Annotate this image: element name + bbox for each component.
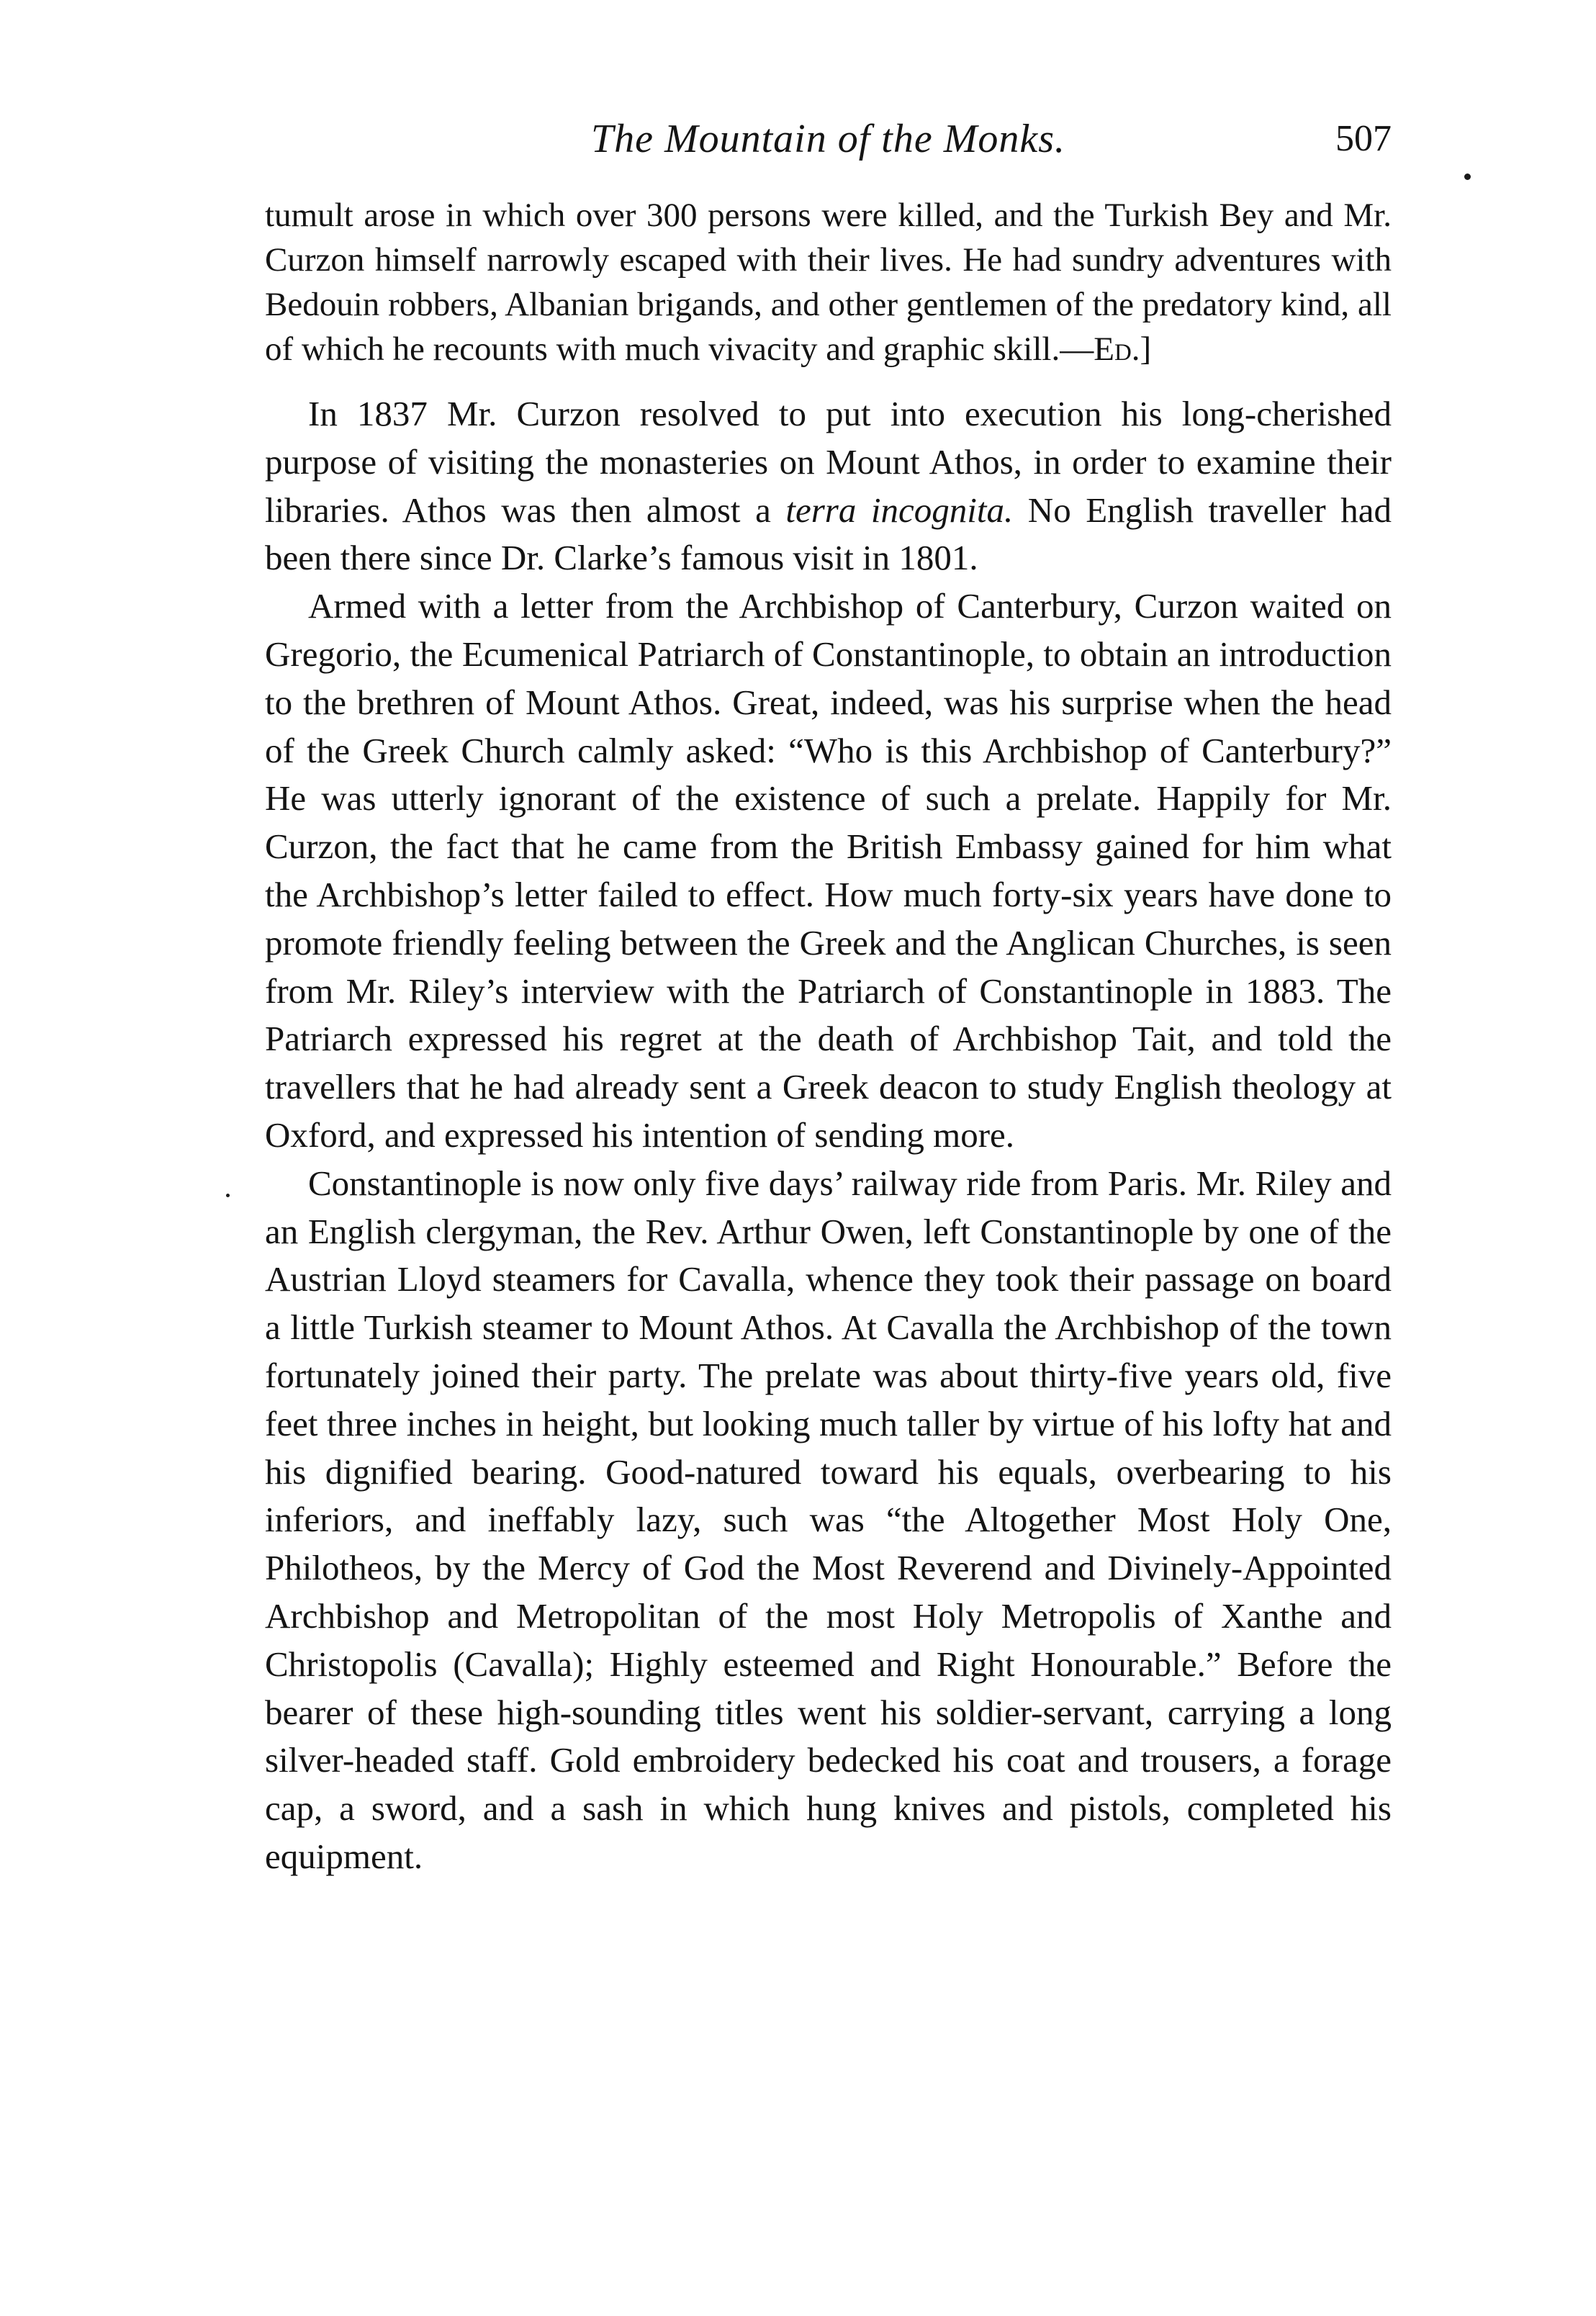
body-text	[265, 193, 1392, 1881]
editor-note-text: tumult arose in which over 300 persons were killed, and the Turkish Bey and Mr. Curzon himself narrowly escaped with their lives. He had sundry adventures with Bedouin robbers, Albanian brigands, and other gentlemen of the predatory kind, all of which he recounts with much vivacity and graphic skill.—	[265, 197, 1392, 368]
page-number: 507	[1335, 118, 1392, 159]
paragraph-athos-1837	[265, 390, 1392, 582]
paragraph-text: No English traveller had been there since Dr. Clarke’s famous visit in 1801.	[265, 490, 1392, 578]
running-title: The Mountain of the Monks.	[590, 117, 1066, 161]
running-head	[265, 114, 1392, 164]
margin-dot-top	[1464, 174, 1471, 180]
editor-signature: Ed.	[1094, 330, 1140, 368]
paragraph-patriarch: Armed with a letter from the Archbishop of Canterbury, Curzon waited on Gregorio, the Ecumenical Patriarch of Constantinople, to obtain an introduction to the brethren of Mount Athos. Great, indeed, was his surprise when the head of the Greek Church calmly asked: “Who is this Archbishop of Canterbury?” He was utterly ignorant of the existence of such a prelate. Happily for Mr. Curzon, the fact that he came from the British Embassy gained for him what the Archbishop’s letter failed to effect. How much forty-six years have done to promote friendly feeling between the Greek and the Anglican Churches, is seen from Mr. Riley’s interview with the Patriarch of Constantinople in 1883. The Patriarch expressed his regret at the death of Archbishop Tait, and told the travellers that he had already sent a Greek deacon to study English theology at Oxford, and expressed his intention of sending more.	[265, 586, 1392, 1155]
margin-dot-middle	[226, 1194, 230, 1197]
paragraph-text: In 1837 Mr. Curzon resolved to put into execution his long-cherished purpose of visiting the monasteries on Mount Athos, in order to examine their libraries. Athos was then almost a	[265, 394, 1392, 530]
editor-note	[265, 193, 1392, 371]
editor-closing-bracket: ]	[1140, 330, 1152, 368]
paragraph-italic-phrase: terra incognita.	[785, 490, 1014, 530]
paragraph-journey: Constantinople is now only five days’ railway ride from Paris. Mr. Riley and an English clergyman, the Rev. Arthur Owen, left Constantinople by one of the Austrian Lloyd steamers for Cavalla, whence they took their passage on board a little Turkish steamer to Mount Athos. At Cavalla the Archbishop of the town fortunately joined their party. The prelate was about thirty-five years old, five feet three inches in height, but looking much taller by virtue of his lofty hat and his dignified bearing. Good-natured toward his equals, overbearing to his inferiors, and ineffably lazy, such was “the Altogether Most Holy One, Philotheos, by the Mercy of God the Most Reverend and Divinely-Appointed Archbishop and Metropolitan of the most Holy Metropolis of Xanthe and Christopolis (Cavalla); Highly esteemed and Right Honourable.” Before the bearer of these high-sounding titles went his soldier-servant, carrying a long silver-headed staff. Gold embroidery bedecked his coat and trousers, a forage cap, a sword, and a sash in which hung knives and pistols, completed his equipment.	[265, 1163, 1392, 1876]
note-spacer	[265, 371, 1392, 390]
